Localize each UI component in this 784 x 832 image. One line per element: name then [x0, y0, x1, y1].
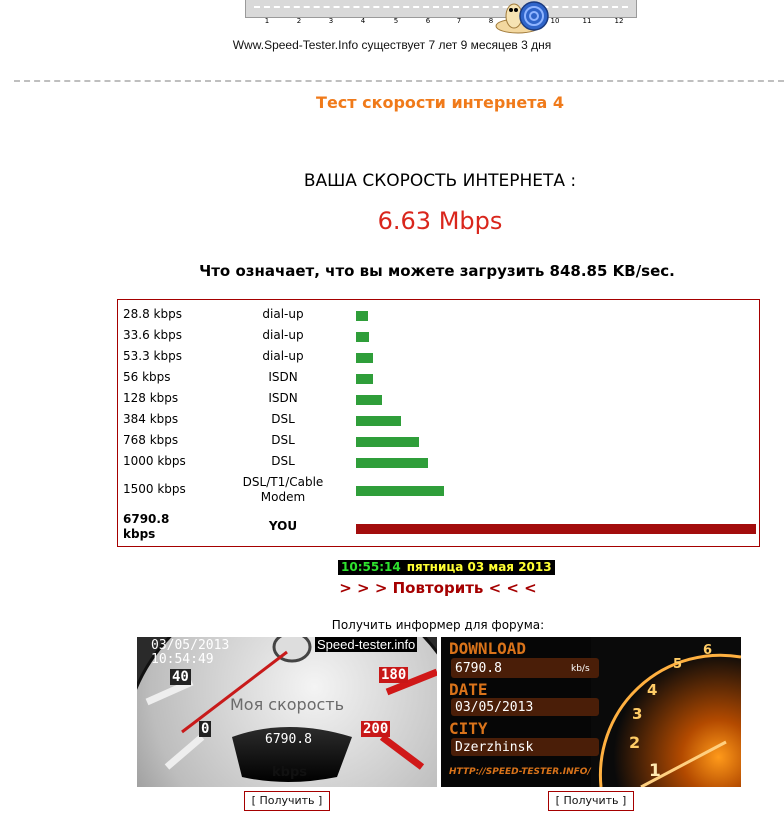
- dash-date-value: 03/05/2013: [455, 700, 534, 715]
- snail-logo-icon: [494, 0, 552, 34]
- dashboard-banner[interactable]: [441, 637, 741, 787]
- ruler-tick: 12: [614, 17, 624, 25]
- speed-comparison-table: [117, 299, 760, 547]
- ruler-tick: 6: [425, 17, 431, 25]
- ruler-tick: 8: [488, 17, 494, 25]
- speedo-label-200: 200: [363, 721, 389, 737]
- speedo-value: 6790.8: [265, 732, 312, 747]
- repeat-test-link[interactable]: > > > Повторить < < <: [339, 579, 537, 597]
- get-speedometer-informer-button[interactable]: [ Получить ]: [244, 791, 330, 811]
- dash-date-label: DATE: [449, 680, 488, 699]
- clock-time: 10:55:14: [341, 560, 401, 574]
- speed-bar: [356, 416, 401, 426]
- row-connection-type: ISDN: [268, 391, 298, 405]
- comparison-row: [118, 349, 759, 364]
- informer-label: Получить информер для форума:: [331, 618, 545, 632]
- ruler-tick: 1: [264, 17, 270, 25]
- speed-bar: [356, 332, 369, 342]
- row-speed: 768 kbps: [123, 433, 179, 447]
- ruler-tick: 4: [360, 17, 366, 25]
- speed-bar: [356, 486, 444, 496]
- row-speed: 53.3 kbps: [123, 349, 182, 363]
- comparison-row: [118, 307, 759, 322]
- speed-bar: [356, 437, 419, 447]
- row-speed: 6790.8 kbps: [123, 512, 170, 541]
- speedo-label-180: 180: [381, 667, 407, 683]
- speed-result-value: 6.63 Mbps: [377, 207, 503, 235]
- speed-bar: [356, 311, 368, 321]
- download-rate-text: Что означает, что вы можете загрузить 848.85 KB/sec.: [199, 262, 675, 280]
- dash-url: HTTP://SPEED-TESTER.INFO/: [449, 767, 591, 777]
- ruler-tick: 2: [296, 17, 302, 25]
- row-speed: 56 kbps: [123, 370, 171, 384]
- row-connection-type: dial-up: [262, 307, 304, 321]
- row-connection-type: DSL: [271, 412, 295, 426]
- speedo-label-0: 0: [201, 721, 210, 737]
- comparison-row: [118, 328, 759, 343]
- dash-city-value: Dzerzhinsk: [455, 740, 534, 755]
- comparison-row: [118, 512, 759, 542]
- row-connection-type: DSL/T1/Cable Modem: [242, 475, 324, 504]
- dash-download-value: 6790.8: [455, 661, 502, 676]
- clock-widget: [338, 560, 555, 575]
- dash-gauge-3: 3: [632, 705, 643, 723]
- speedo-date: 03/05/2013: [151, 638, 230, 653]
- row-speed: 384 kbps: [123, 412, 179, 426]
- speed-bar: [356, 395, 382, 405]
- speedometer-banner[interactable]: [137, 637, 437, 787]
- dash-download-unit: kb/s: [571, 664, 590, 674]
- ruler-tick: 11: [582, 17, 592, 25]
- speedo-unit: kbps: [272, 765, 307, 780]
- dash-gauge-6: 6: [703, 643, 713, 658]
- row-connection-type: dial-up: [262, 349, 304, 363]
- comparison-row: [118, 475, 759, 505]
- speedo-time: 10:54:49: [151, 652, 214, 667]
- speedo-site: Speed-tester.info: [317, 637, 416, 652]
- ruler-tick: 5: [393, 17, 399, 25]
- result-heading: ВАША СКОРОСТЬ ИНТЕРНЕТА :: [303, 171, 577, 191]
- row-speed: 33.6 kbps: [123, 328, 182, 342]
- clock-date: пятница 03 мая 2013: [406, 560, 552, 574]
- ruler-tick: 10: [550, 17, 560, 25]
- get-dashboard-informer-button[interactable]: [ Получить ]: [548, 791, 634, 811]
- speed-bar: [356, 458, 428, 468]
- row-connection-type: YOU: [268, 519, 298, 533]
- row-speed: 1000 kbps: [123, 454, 186, 468]
- comparison-row: [118, 412, 759, 427]
- row-speed: 1500 kbps: [123, 482, 186, 496]
- dash-gauge-5: 5: [673, 657, 683, 672]
- dashed-separator: [14, 80, 784, 82]
- speedo-my-speed: Моя скорость: [230, 695, 345, 714]
- speed-bar: [356, 353, 373, 363]
- speed-bar: [356, 374, 373, 384]
- row-connection-type: ISDN: [268, 370, 298, 384]
- dash-city-label: CITY: [449, 719, 488, 738]
- speedo-label-40: 40: [172, 669, 189, 685]
- dash-gauge-1: 1: [649, 761, 661, 781]
- ruler-tick-labels: [245, 0, 635, 26]
- row-connection-type: DSL: [271, 454, 295, 468]
- row-connection-type: DSL: [271, 433, 295, 447]
- comparison-row: [118, 391, 759, 406]
- dash-gauge-4: 4: [647, 681, 658, 699]
- dash-gauge-2: 2: [629, 733, 641, 752]
- site-age-text: Www.Speed-Tester.Info существует 7 лет 9 месяцев 3 дня: [232, 38, 552, 52]
- comparison-row: [118, 433, 759, 448]
- row-connection-type: dial-up: [262, 328, 304, 342]
- dash-download-label: DOWNLOAD: [449, 639, 527, 658]
- row-speed: 28.8 kbps: [123, 307, 182, 321]
- comparison-row: [118, 454, 759, 469]
- row-speed: 128 kbps: [123, 391, 179, 405]
- comparison-row: [118, 370, 759, 385]
- ruler-tick: 3: [328, 17, 334, 25]
- page-title: Тест скорости интернета 4: [316, 93, 564, 112]
- speed-bar: [356, 524, 756, 534]
- ruler-tick: 7: [456, 17, 462, 25]
